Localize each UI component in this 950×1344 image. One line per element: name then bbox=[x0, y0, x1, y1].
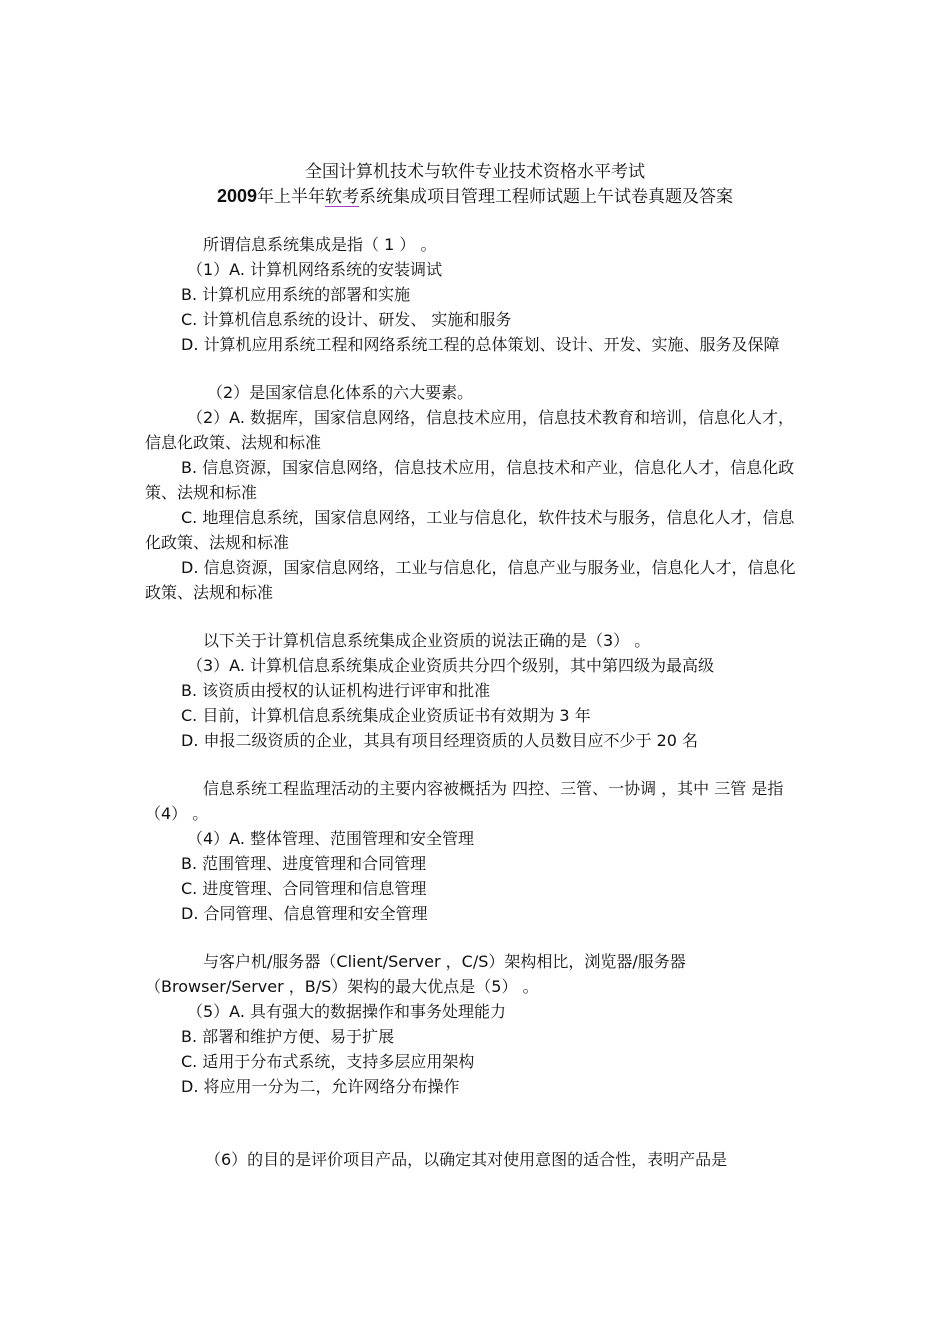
question-4-option-a: （4）A. 整体管理、范围管理和安全管理 bbox=[187, 829, 475, 848]
question-1-stem: 所谓信息系统集成是指（ 1 ） 。 bbox=[203, 235, 437, 254]
question-4-option-b: B. 范围管理、进度管理和合同管理 bbox=[181, 854, 427, 873]
question-4-option-d: D. 合同管理、信息管理和安全管理 bbox=[181, 904, 428, 923]
question-list bbox=[145, 232, 807, 1172]
question-3-option-a: （3）A. 计算机信息系统集成企业资质共分四个级别，其中第四级为最高级 bbox=[187, 656, 715, 675]
question-5-option-b: B. 部署和维护方便、易于扩展 bbox=[181, 1027, 395, 1046]
question-5-option-d: D. 将应用一分为二，允许网络分布操作 bbox=[181, 1077, 460, 1096]
exam-subtitle bbox=[0, 184, 950, 209]
question-5-option-c: C. 适用于分布式系统，支持多层应用架构 bbox=[181, 1052, 475, 1071]
question-2-stem: （2）是国家信息化体系的六大要素。 bbox=[207, 383, 474, 402]
question-1-option-a: （1）A. 计算机网络系统的安装调试 bbox=[187, 260, 443, 279]
question-2-option-a: （2）A. 数据库，国家信息网络，信息技术应用，信息技术教育和培训，信息化人才，信息化政策、法规和标准 bbox=[145, 408, 795, 452]
question-6-stem: （6）的目的是评价项目产品，以确定其对使用意图的适合性，表明产品是 bbox=[205, 1150, 728, 1169]
question-3-stem: 以下关于计算机信息系统集成企业资质的说法正确的是（3） 。 bbox=[203, 631, 651, 650]
question-3-option-d: D. 申报二级资质的企业，其具有项目经理资质的人员数目应不少于 20 名 bbox=[181, 731, 699, 750]
exam-year: 2009 bbox=[216, 186, 258, 206]
exam-subtitle-mark: 软考 bbox=[325, 187, 360, 207]
question-3-option-b: B. 该资质由授权的认证机构进行评审和批准 bbox=[181, 681, 491, 700]
question-2-option-b: B. 信息资源，国家信息网络，信息技术应用，信息技术和产业，信息化人才，信息化政策、法规和标准 bbox=[145, 458, 795, 502]
question-2-option-d: D. 信息资源，国家信息网络，工业与信息化，信息产业与服务业，信息化人才，信息化政策、法规和标准 bbox=[145, 558, 796, 602]
question-2-option-c: C. 地理信息系统，国家信息网络，工业与信息化，软件技术与服务，信息化人才，信息化政策、法规和标准 bbox=[145, 508, 795, 552]
exam-title: 全国计算机技术与软件专业技术资格水平考试 bbox=[305, 162, 645, 182]
question-4-option-c: C. 进度管理、合同管理和信息管理 bbox=[181, 879, 427, 898]
question-5-stem: 与客户机/服务器（Client/Server ，C/S）架构相比，浏览器/服务器（Browser/Server ，B/S）架构的最大优点是（5） 。 bbox=[145, 952, 686, 996]
question-1-option-c: C. 计算机信息系统的设计、研发、 实施和服务 bbox=[181, 310, 512, 329]
question-4-stem: 信息系统工程监理活动的主要内容被概括为 四控、三管、一协调 ，其中 三管 是指（4） 。 bbox=[145, 779, 784, 823]
question-5-option-a: （5）A. 具有强大的数据操作和事务处理能力 bbox=[187, 1002, 507, 1021]
exam-subtitle-post: 系统集成项目管理工程师试题上午试卷真题及答案 bbox=[359, 187, 734, 207]
question-1-option-b: B. 计算机应用系统的部署和实施 bbox=[181, 285, 411, 304]
exam-subtitle-pre: 年上半年 bbox=[257, 187, 326, 207]
question-1-option-d: D. 计算机应用系统工程和网络系统工程的总体策划、设计、开发、实施、服务及保障 bbox=[181, 335, 780, 354]
question-3-option-c: C. 目前，计算机信息系统集成企业资质证书有效期为 3 年 bbox=[181, 706, 591, 725]
